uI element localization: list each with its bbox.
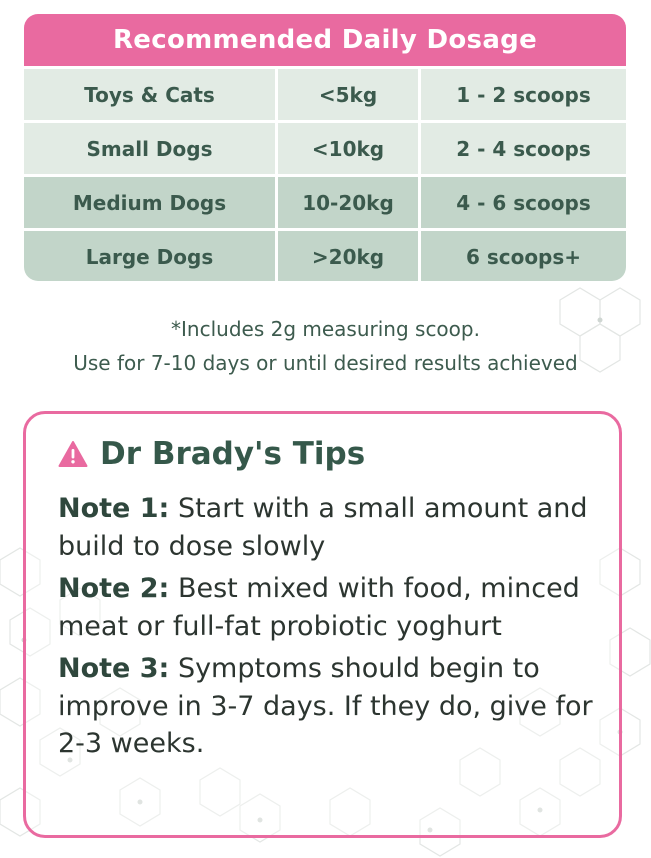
scoops-cell: 4 - 6 scoops (421, 177, 626, 228)
note-label: Note 1: (58, 493, 170, 524)
note-2 (58, 570, 608, 645)
weight-cell: <5kg (278, 69, 418, 120)
note-text: Start with a small amount and build to dose slowly (58, 493, 588, 562)
tips-box (23, 411, 622, 838)
note-text: Best mixed with food, minced meat or full-fat probiotic yoghurt (58, 573, 580, 642)
dosage-footnote (0, 312, 651, 380)
note-1 (58, 490, 608, 565)
table-row (24, 231, 626, 281)
scoops-cell: 6 scoops+ (421, 231, 626, 281)
animal-cell: Small Dogs (24, 123, 275, 174)
note-text: Symptoms should begin to improve in 3-7 days. If they do, give for 2-3 weeks. (58, 653, 593, 759)
animal-cell: Medium Dogs (24, 177, 275, 228)
note-3 (58, 650, 608, 763)
footnote-line-1: *Includes 2g measuring scoop. (171, 317, 480, 341)
scoops-cell: 1 - 2 scoops (421, 69, 626, 120)
tips-notes (58, 490, 608, 768)
scoops-cell: 2 - 4 scoops (421, 123, 626, 174)
tips-title: Dr Brady's Tips (100, 436, 366, 472)
weight-cell: >20kg (278, 231, 418, 281)
table-row (24, 177, 626, 228)
animal-cell: Large Dogs (24, 231, 275, 281)
note-label: Note 2: (58, 573, 170, 604)
table-row (24, 69, 626, 120)
warning-icon (58, 440, 88, 468)
animal-cell: Toys & Cats (24, 69, 275, 120)
dosage-table (24, 14, 626, 281)
table-row (24, 123, 626, 174)
weight-cell: <10kg (278, 123, 418, 174)
note-label: Note 3: (58, 653, 170, 684)
footnote-line-2: Use for 7-10 days or until desired results achieved (73, 351, 578, 375)
tips-heading (58, 436, 365, 472)
dosage-table-title: Recommended Daily Dosage (24, 14, 626, 66)
weight-cell: 10-20kg (278, 177, 418, 228)
